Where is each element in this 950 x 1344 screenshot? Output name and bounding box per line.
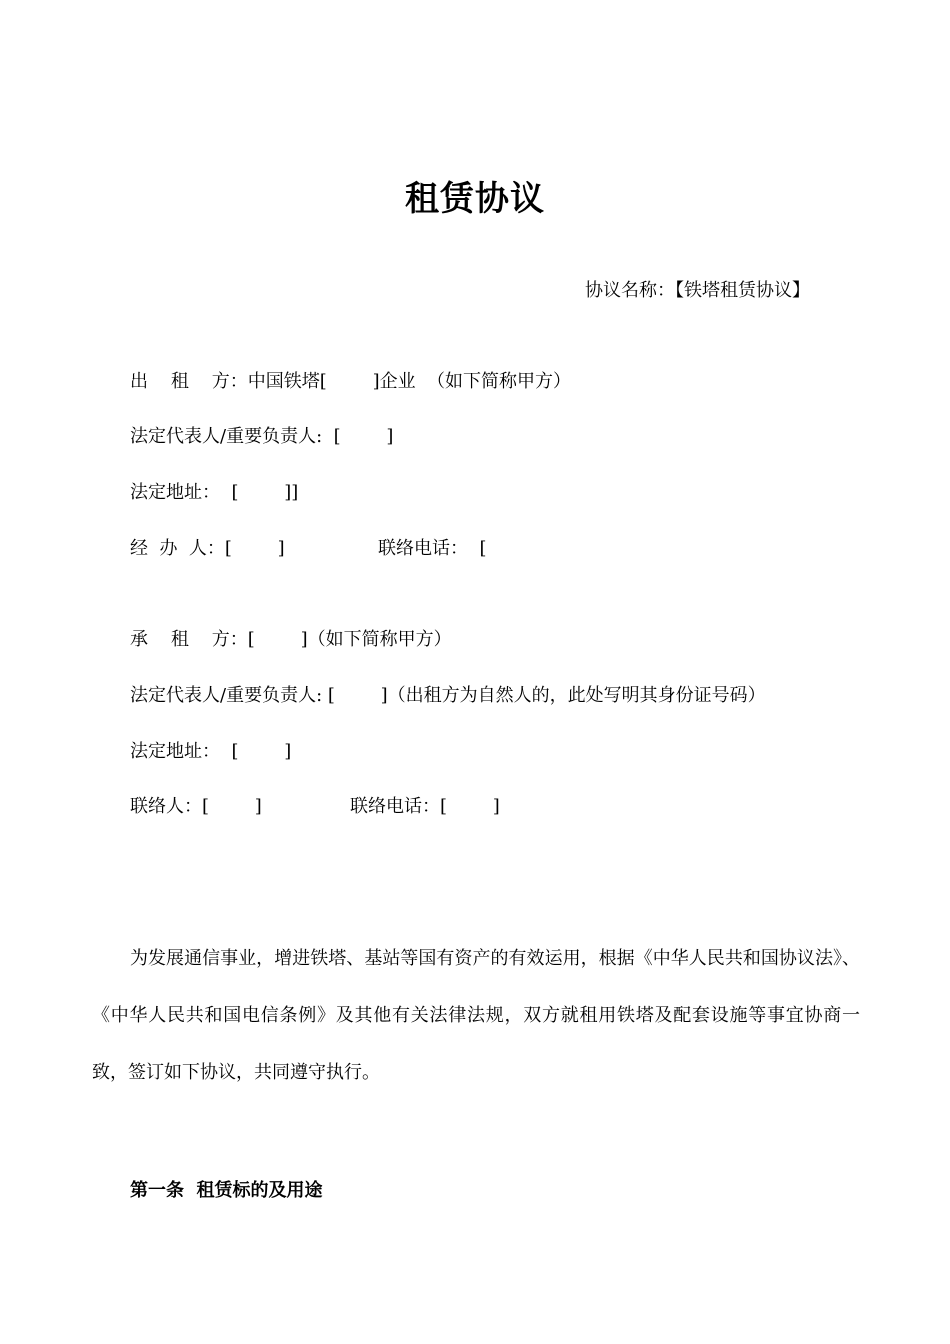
lessee-phone-line: 联络电话：[ ] [350,796,500,817]
lessee-representative-line: 法定代表人/重要负责人: [ ]（出租方为自然人的，此处写明其身份证号码） [130,685,766,706]
agreement-name: 协议名称：【铁塔租赁协议】 [585,280,810,301]
lessee-name-line: 承 租 方：[ ]（如下简称甲方） [130,629,452,650]
lessor-phone-line: 联络电话： [ [378,538,487,559]
lessor-address-line: 法定地址： [ ]] [130,482,299,503]
lessor-agent-line: 经 办 人：[ ] [130,538,285,559]
lessee-address-line: 法定地址： [ ] [130,741,292,762]
preamble-paragraph: 为发展通信事业，增进铁塔、基站等国有资产的有效运用，根据《中华人民共和国协议法》、《中华人民共和国电信条例》及其他有关法律法规，双方就租用铁塔及配套设施等事宜协商一致，签订如下协议，共同遵守执行。 [92,948,860,1083]
lessor-representative-line: 法定代表人/重要负责人: [ ] [130,426,394,447]
lessor-name-line: 出 租 方：中国铁塔[ ]企业 （如下简称甲方） [130,371,572,392]
article-1-heading: 第一条 租赁标的及用途 [130,1180,323,1201]
lessee-contact-line: 联络人：[ ] [130,796,262,817]
document-title: 租赁协议 [405,179,545,219]
